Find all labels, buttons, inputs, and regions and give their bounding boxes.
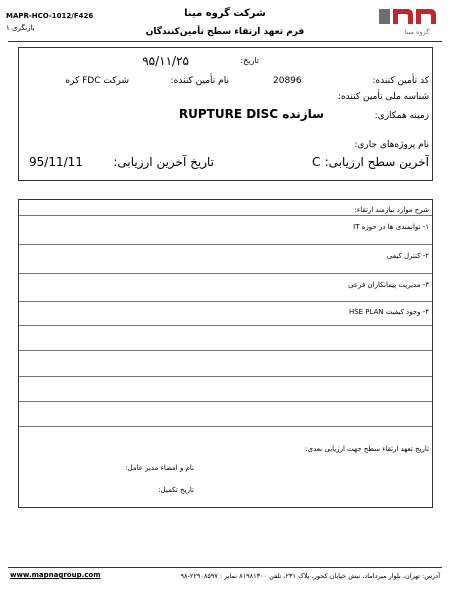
website-link[interactable]: www.mapnagroup.com bbox=[10, 571, 101, 579]
row-divider bbox=[19, 325, 432, 326]
supplier-code-label: کد تأمین کننده: bbox=[372, 76, 429, 86]
ceo-signature-label: نام و امضاء مدیر عامل: bbox=[125, 464, 194, 472]
revision-label: بازنگری ۱ bbox=[6, 24, 35, 32]
row-divider bbox=[19, 426, 432, 427]
last-level-value: C bbox=[312, 155, 321, 169]
row-divider bbox=[19, 401, 432, 402]
item-row-1: ۱- توانمندی ها در حوزه IT bbox=[353, 223, 429, 231]
row-divider bbox=[19, 273, 432, 274]
improvement-items-box bbox=[18, 199, 433, 508]
row-divider bbox=[19, 215, 432, 216]
company-name: شرکت گروه مینا bbox=[184, 8, 266, 19]
cooperation-label: زمینه همکاری: bbox=[374, 111, 429, 121]
items-header: شرح موارد نیازمند ارتقاء: bbox=[354, 206, 429, 214]
cooperation-value: سازنده RUPTURE DISC bbox=[178, 107, 324, 121]
logo-text: گروه مینا bbox=[404, 28, 430, 36]
item-row-2: ۲- کنترل کیفی bbox=[386, 252, 429, 260]
supplier-code-value: 20896 bbox=[273, 76, 302, 86]
supplier-info-box bbox=[18, 47, 433, 181]
commit-date-label: تاریخ تعهد ارتقاء سطح جهت ارزیابی بعدی: bbox=[305, 445, 429, 453]
projects-label: نام پروژه‌های جاری: bbox=[354, 140, 429, 150]
header-divider bbox=[8, 41, 442, 42]
row-divider bbox=[19, 350, 432, 351]
supplier-name-label: نام تأمین کننده: bbox=[170, 76, 229, 86]
item-row-4: ۴- وجود کیفیت HSE PLAN bbox=[348, 308, 429, 316]
address-text: آدرس: تهران، بلوار میرداماد، نبش خیابان کحور، پلاک ۲۳۱، تلفن ۸۱۹۸۱۳۰۰ نمابر : ۲۲۹۰۸۵۹۷-۹۸ bbox=[180, 572, 440, 580]
last-date-value: 95/11/11 bbox=[29, 155, 83, 169]
row-divider bbox=[19, 301, 432, 302]
row-divider bbox=[19, 244, 432, 245]
footer-divider bbox=[8, 567, 442, 568]
completion-date-label: تاریخ تکمیل: bbox=[158, 486, 194, 494]
form-title: فرم تعهد ارتقاء سطح تأمین‌کنندگان bbox=[145, 27, 305, 37]
national-id-label: شناسه ملی تأمین کننده: bbox=[337, 92, 429, 102]
item-row-3: ۳- مدیریت پیمانکاران فرعی bbox=[348, 281, 429, 289]
supplier-name-value: شرکت FDC کره bbox=[65, 76, 129, 86]
doc-code: MAPR-HCO-1012/F426 bbox=[6, 12, 94, 20]
company-logo bbox=[377, 6, 439, 40]
date-label: تاریخ: bbox=[240, 56, 259, 65]
row-divider bbox=[19, 376, 432, 377]
date-value: ۹۵/۱۱/۲۵ bbox=[142, 54, 189, 68]
last-level-label: آخرین سطح ارزیابی: bbox=[324, 155, 429, 169]
last-date-label: تاریخ آخرین ارزیابی: bbox=[113, 155, 214, 169]
